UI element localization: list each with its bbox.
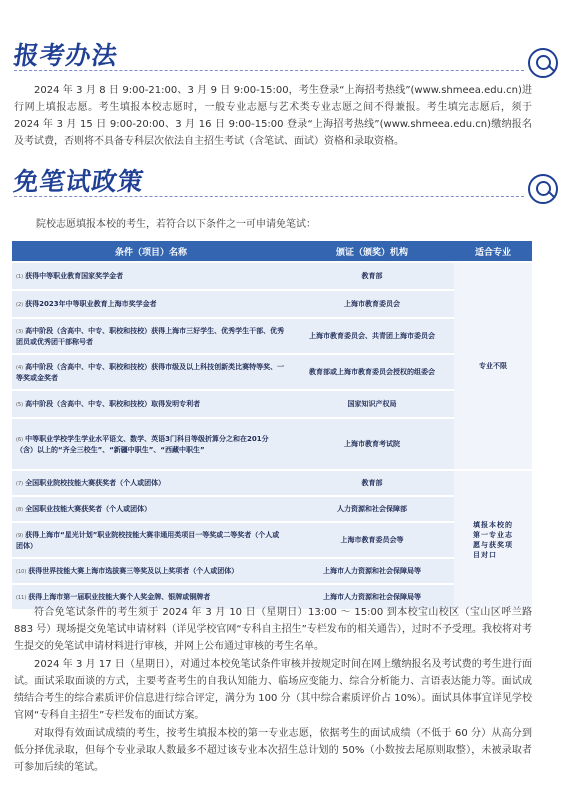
- row-number: (8): [16, 506, 24, 513]
- section-divider: [14, 196, 524, 197]
- condition-cell: [12, 497, 290, 521]
- condition-cell: [12, 319, 290, 353]
- organization-cell: 教育部: [290, 471, 454, 495]
- organization-cell: 上海市教育考试院: [290, 419, 454, 469]
- condition-text: 获得上海市第一届职业技能大赛个人奖金牌、银牌或铜牌者: [28, 592, 211, 601]
- condition-text: 获得上海市“星光计划”职业院校技能大赛非通用类项目一等奖或二等奖者（个人或团体）: [16, 530, 280, 550]
- table-row: [12, 471, 532, 495]
- exemption-intro: 院校志愿填报本校的考生，若符合以下条件之一可申请免笔试：: [36, 219, 316, 230]
- condition-cell: [12, 391, 290, 417]
- registration-paragraph: 2024 年 3 月 8 日 9:00-21:00、3 月 9 日 9:00-15:00，考生登录“上海招考热线”(www.shmeea.edu.cn)进行网上填报志愿。考生填报本校志愿时，一般专业志愿与艺术类专业志愿之间不得兼报。考生填完志愿后，须于 2024 年 3 月 15 日 9:00-20:00、3 月 16 日 9:00-15:00 登录“上海招考热线”(www.shmeea.edu.cn)缴纳报名及考试费，否则将不具备专科层次依法自主招生考试（含笔试、面试）资格和录取资格。: [14, 85, 532, 147]
- organization-cell: 上海市教育委员会等: [290, 523, 454, 557]
- section-title-registration: 报考办法: [11, 41, 120, 70]
- organization-cell: 上海市教育委员会: [290, 291, 454, 317]
- table-header-row: [12, 241, 532, 261]
- condition-text: 高中阶段（含高中、中专、职校和技校）获得市级及以上科技创新类比赛特等奖、一等奖或金奖者: [16, 362, 285, 382]
- organization-cell: 上海市人力资源和社会保障局等: [290, 559, 454, 583]
- condition-text: 中等职业学校学生学业水平语文、数学、英语3门科目等级折算分之和在201分（含）以上的“齐全三校生”、“新疆中职生”、“西藏中职生”: [16, 434, 269, 454]
- search-icon: [528, 174, 558, 204]
- condition-cell: [12, 523, 290, 557]
- condition-text: 获得中等职业教育国家奖学金者: [25, 271, 124, 280]
- section-title-exemption: 免笔试政策: [11, 167, 146, 196]
- condition-cell: [12, 263, 290, 289]
- row-number: (3): [16, 328, 24, 335]
- condition-text: 高中阶段（含高中、中专、职校和技校）获得上海市三好学生、优秀学生干部、优秀团员或优秀团干部称号者: [16, 326, 285, 346]
- condition-cell: [12, 355, 290, 389]
- row-number: (9): [16, 532, 24, 539]
- organization-cell: 教育部: [290, 263, 454, 289]
- section-divider: [14, 70, 524, 71]
- condition-text: 获得世界技能大赛上海市选拔赛三等奖及以上奖项者（个人或团体）: [28, 566, 239, 575]
- condition-cell: [12, 291, 290, 317]
- organization-cell: 教育部或上海市教育委员会授权的组委会: [290, 355, 454, 389]
- condition-cell: [12, 419, 290, 469]
- row-number: (5): [16, 401, 24, 408]
- condition-text: 高中阶段（含高中、中专、职校和技校）取得发明专利者: [25, 399, 201, 408]
- major-cell-unrestricted: 专业不限: [454, 263, 532, 469]
- organization-cell: 人力资源和社会保障部: [290, 497, 454, 521]
- row-number: (1): [16, 273, 24, 280]
- row-number: (7): [16, 480, 24, 487]
- header-organization: 颁证（颁奖）机构: [290, 241, 454, 261]
- interview-paragraph: 2024 年 3 月 17 日（星期日），对通过本校免笔试条件审核并按规定时间在网上缴纳报名及考试费的考生进行面试。面试采取面谈的方式，主要考查考生的自我认知能力、临场应变能力、综合分析能力、言语表达能力等。面试成绩结合考生的综合素质评价信息进行综合评定，满分为 100 分（其中综合素质评价占 10%）。面试具体事宜详见学校官网“专科自主招生”专栏发布的面试方案。: [14, 659, 532, 721]
- exemption-table: [12, 239, 532, 611]
- organization-cell: 上海市教育委员会、共青团上海市委员会: [290, 319, 454, 353]
- header-condition: 条件（项目）名称: [12, 241, 290, 261]
- condition-cell: [12, 471, 290, 495]
- row-number: (6): [16, 436, 24, 443]
- condition-text: 全国职业技能大赛获奖者（个人或团体）: [25, 504, 152, 513]
- organization-cell: 上海市人力资源和社会保障局等: [290, 585, 454, 609]
- major-cell-matching: [454, 471, 532, 609]
- table-row: [12, 263, 532, 289]
- organization-cell: 国家知识产权局: [290, 391, 454, 417]
- submission-paragraph: 符合免笔试条件的考生须于 2024 年 3 月 10 日（星期日）13:00 ～ 15:00 到本校宝山校区（宝山区呼兰路 883 号）现场提交免笔试申请材料（详见学校官网“专科自主招生”专栏发布的相关通告），过时不予受理。我校将对考生提交的免笔试申请材料进行审核，并网上公布通过审核的考生名单。: [14, 607, 532, 652]
- admission-paragraph: 对取得有效面试成绩的考生，按考生填报本校的第一专业志愿，依据考生的面试成绩（不低于 60 分）从高分到低分择优录取，但每个专业录取人数最多不超过该专业本次招生总计划的 50%（小数按去尾原则取整），未被录取者可参加后续的笔试。: [14, 728, 532, 773]
- row-number: (11): [16, 594, 27, 601]
- search-icon: [528, 48, 558, 78]
- header-major: 适合专业: [454, 241, 532, 261]
- condition-text: 获得2023年中等职业教育上海市奖学金者: [25, 299, 157, 308]
- major-matching-text: 填报本校的第一专业志愿与获奖项目对口: [473, 521, 513, 559]
- row-number: (4): [16, 364, 24, 371]
- condition-text: 全国职业院校技能大赛获奖者（个人或团体）: [25, 478, 166, 487]
- row-number: (2): [16, 301, 24, 308]
- row-number: (10): [16, 568, 27, 575]
- condition-cell: [12, 559, 290, 583]
